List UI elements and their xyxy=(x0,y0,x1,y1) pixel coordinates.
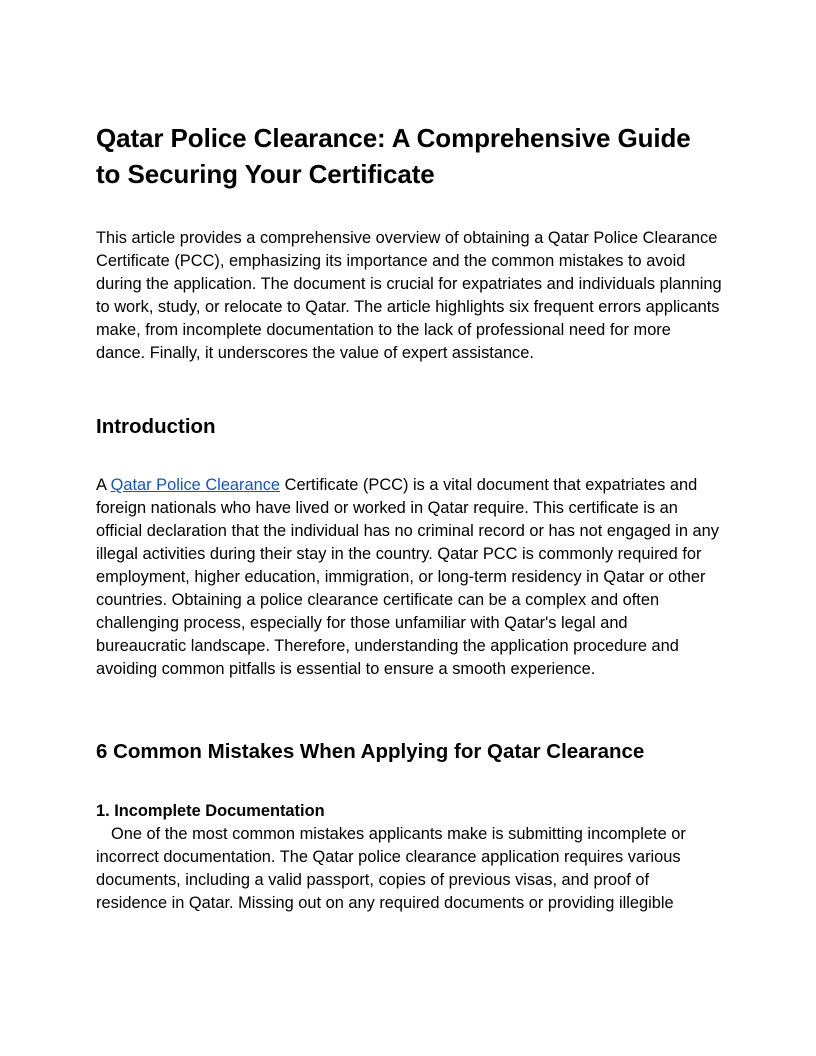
mistakes-heading: 6 Common Mistakes When Applying for Qatar Clearance xyxy=(96,740,645,763)
document-page xyxy=(96,120,722,915)
summary-paragraph: This article provides a comprehensive overview of obtaining a Qatar Police Clearance Certificate (PCC), emphasizing its importance and the common mistakes to avoid during the application. The document is crucial for expatriates and individuals planning to work, study, or relocate to Qatar. The article highlights six frequent errors applicants make, from incomplete documentation to the lack of professional need for more dance. Finally, it underscores the value of expert assistance. xyxy=(96,229,722,362)
document-title: Qatar Police Clearance: A Comprehensive Guide to Securing Your Certificate xyxy=(96,123,691,189)
introduction-heading: Introduction xyxy=(96,415,216,438)
introduction-prefix: A xyxy=(96,476,111,494)
mistake-1-heading: 1. Incomplete Documentation xyxy=(96,802,325,820)
introduction-body: Certificate (PCC) is a vital document that expatriates and foreign nationals who have lived or worked in Qatar require. This certificate is an official declaration that the individual has no criminal record or has not engaged in any illegal activities during their stay in the country. Qatar PCC is commonly required for employment, higher education, immigration, or long-term residency in Qatar or other countries. Obtaining a police clearance certificate can be a complex and often challenging process, especially for those unfamiliar with Qatar's legal and bureaucratic landscape. Therefore, understanding the application procedure and avoiding common pitfalls is essential to ensure a smooth experience. xyxy=(96,476,719,678)
introduction-paragraph xyxy=(96,474,722,681)
mistake-1-paragraph: One of the most common mistakes applicants make is submitting incomplete or incorrect documentation. The Qatar police clearance application requires various documents, including a valid passport, copies of previous visas, and proof of residence in Qatar. Missing out on any required documents or providing illegible xyxy=(96,825,686,912)
qatar-police-clearance-link[interactable]: Qatar Police Clearance xyxy=(110,476,281,494)
